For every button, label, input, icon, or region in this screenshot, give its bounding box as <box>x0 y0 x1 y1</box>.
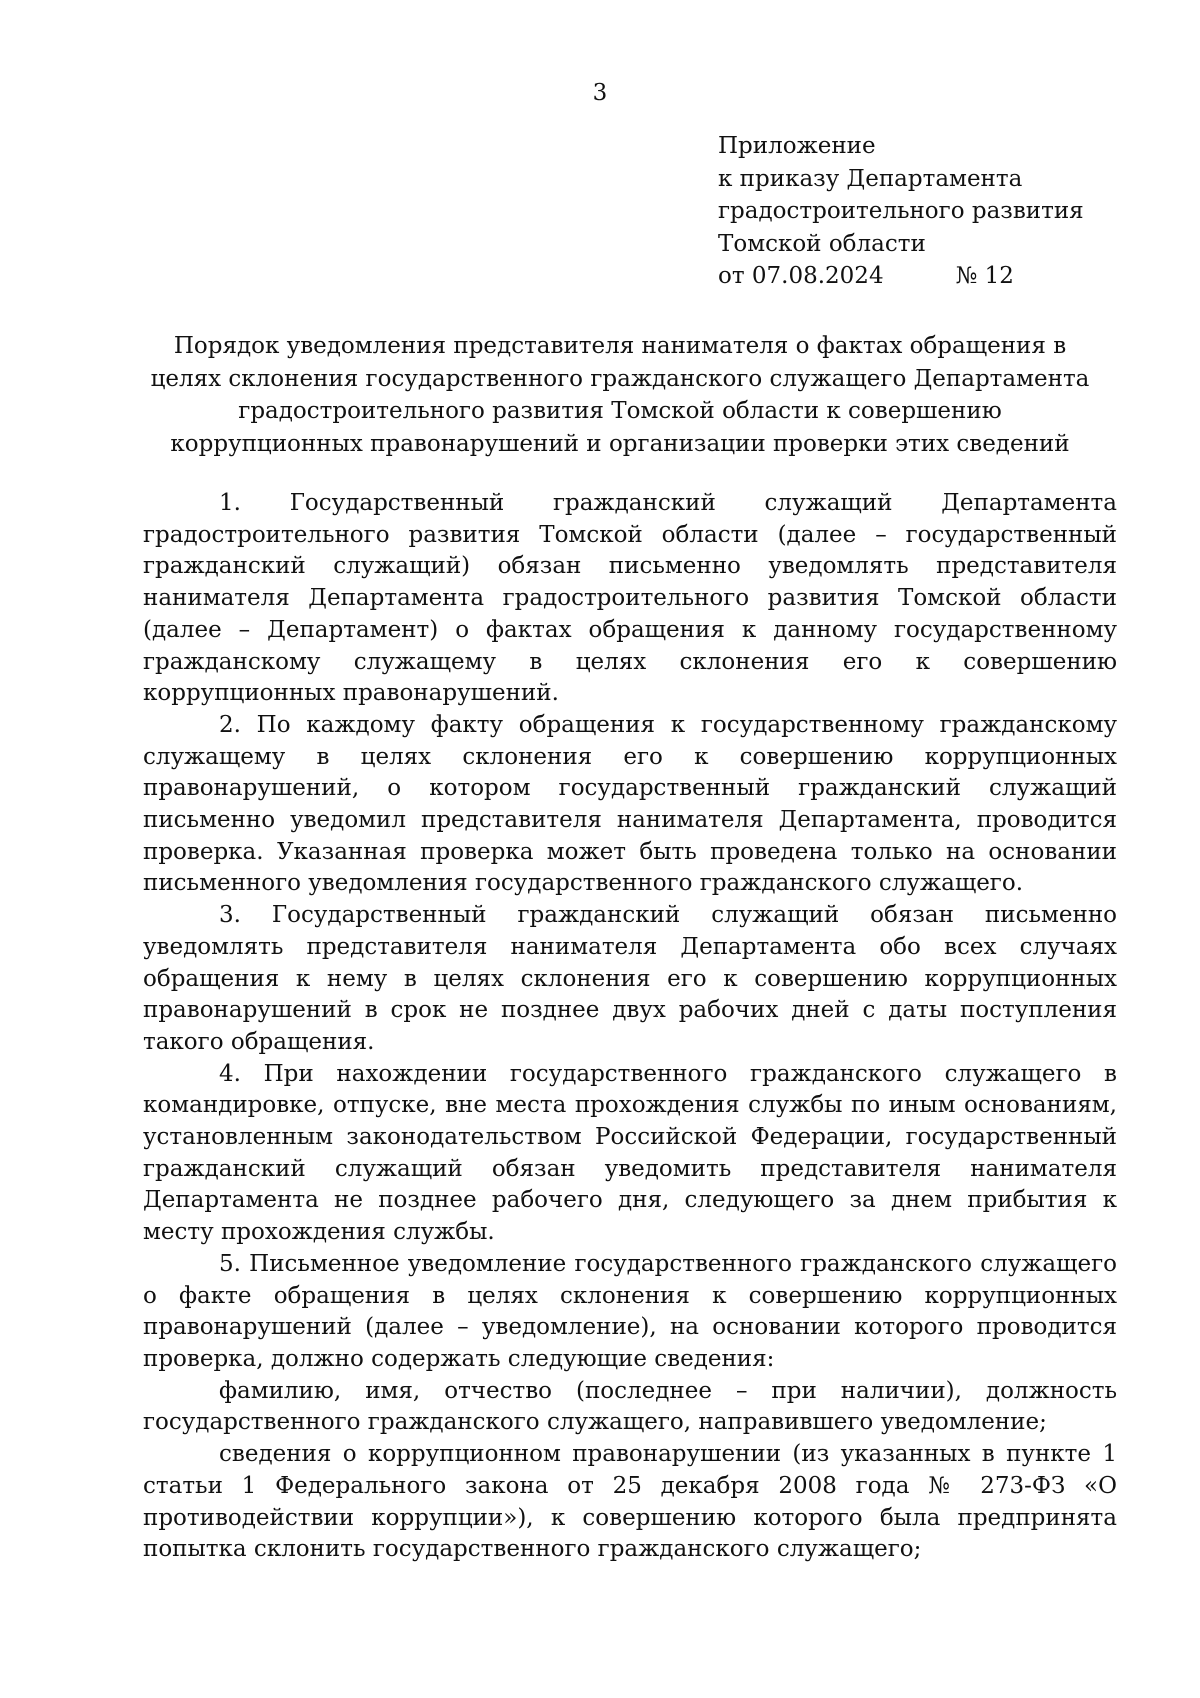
appendix-line: Приложение <box>718 133 876 159</box>
paragraph: 2. По каждому факту обращения к государственному гражданскому служащему в целях склонения его к совершению коррупционных правонарушений, о котором государственный гражданский служащий письменно уведомил представителя нанимателя Департамента, проводится проверка. Указанная проверка может быть проведена только на основании письменного уведомления государственного гражданского служащего. <box>143 711 1117 897</box>
paragraph: фамилию, имя, отчество (последнее – при наличии), должность государственного гражданского служащего, направившего уведомление; <box>143 1377 1117 1436</box>
paragraph: 3. Государственный гражданский служащий обязан письменно уведомлять представителя нанимателя Департамента обо всех случаях обращения к нему в целях склонения его к совершению коррупционных правонарушений в срок не позднее двух рабочих дней с даты поступления такого обращения. <box>143 902 1117 1055</box>
appendix-header <box>718 130 1084 293</box>
appendix-line: градостроительного развития <box>718 198 1084 224</box>
appendix-date-line <box>718 260 1084 293</box>
paragraph: 4. При нахождении государственного гражданского служащего в командировке, отпуске, вне места прохождения службы по иным основаниям, установленным законодательством Российской Федерации, государственный гражданский служащий обязан уведомить представителя нанимателя Департамента не позднее рабочего дня, следующего за днем прибытия к месту прохождения службы. <box>143 1060 1117 1246</box>
page-number: 3 <box>592 80 608 106</box>
document-title: Порядок уведомления представителя нанимателя о фактах обращения в целях склонения государственного гражданского служащего Департамента градостроительного развития Томской области к совершению коррупционных правонарушений и организации проверки этих сведений <box>150 333 1090 457</box>
appendix-date: от 07.08.2024 <box>718 263 884 289</box>
appendix-line: Томской области <box>718 230 926 257</box>
document-body <box>143 488 1117 1566</box>
appendix-number: № 12 <box>955 263 1014 289</box>
paragraph: 5. Письменное уведомление государственного гражданского служащего о факте обращения в целях склонения к совершению коррупционных правонарушений (далее – уведомление), на основании которого проводится проверка, должно содержать следующие сведения: <box>143 1250 1117 1372</box>
paragraph: 1. Государственный гражданский служащий Департамента градостроительного развития Томской области (далее – государственный гражданский служащий) обязан письменно уведомлять представителя нанимателя Департамента градостроительного развития Томской области (далее – Департамент) о фактах обращения к данному государственному гражданскому служащему в целях склонения его к совершению коррупционных правонарушений. <box>143 490 1117 707</box>
paragraph: сведения о коррупционном правонарушении (из указанных в пункте 1 статьи 1 Федерального закона от 25 декабря 2008 года № 273-ФЗ «О противодействии коррупции»), к совершению которого была предпринята попытка склонить государственного гражданского служащего; <box>143 1441 1117 1563</box>
appendix-line: к приказу Департамента <box>718 165 1023 192</box>
